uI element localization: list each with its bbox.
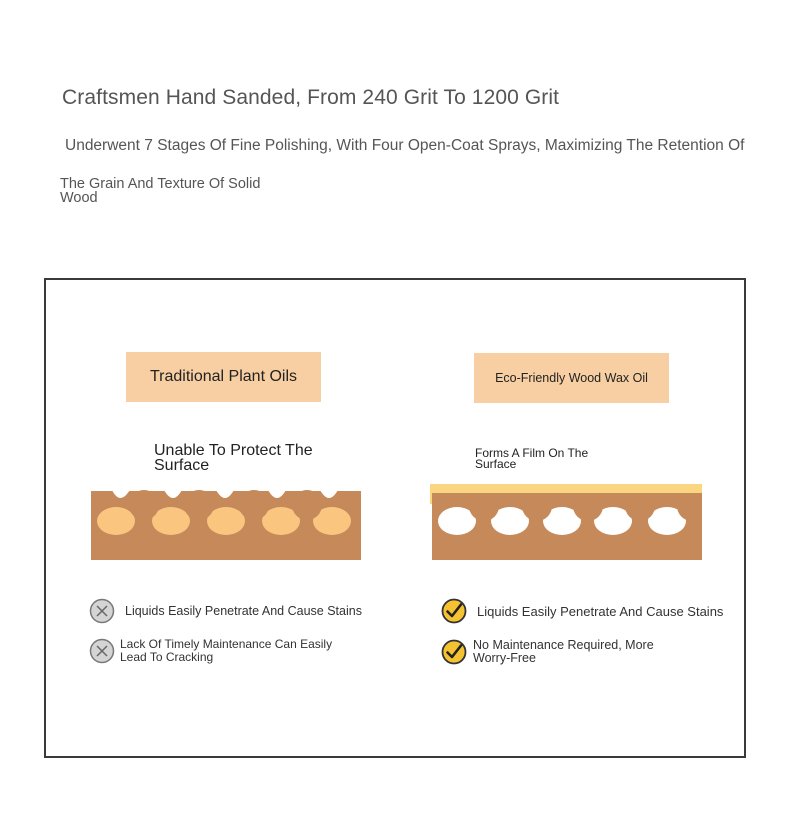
traditional-oil-label-text: Traditional Plant Oils bbox=[149, 368, 298, 385]
wood-wax-oil-label-text: Eco-Friendly Wood Wax Oil bbox=[495, 371, 648, 385]
traditional-oil-label bbox=[126, 352, 321, 402]
wax-oil-feature-2 bbox=[441, 639, 683, 665]
traditional-feature-2 bbox=[89, 638, 360, 664]
page-title: Craftsmen Hand Sanded, From 240 Grit To 1200 Grit bbox=[62, 86, 560, 109]
subtitle-line-2: The Grain And Texture Of Solid Wood bbox=[60, 176, 261, 206]
check-icon bbox=[441, 598, 467, 624]
check-icon bbox=[441, 639, 467, 665]
protective-film-illustration bbox=[430, 484, 702, 560]
traditional-oil-caption: Unable To Protect The Surface bbox=[154, 442, 313, 474]
oil-penetration-illustration bbox=[89, 488, 361, 560]
subtitle-line-1: Underwent 7 Stages Of Fine Polishing, With Four Open-Coat Sprays, Maximizing The Retention Of bbox=[65, 137, 745, 154]
cross-icon bbox=[89, 638, 115, 664]
traditional-feature-1-text: Liquids Easily Penetrate And Cause Stains bbox=[125, 603, 362, 618]
wax-oil-feature-1-text: Liquids Easily Penetrate And Cause Stains bbox=[477, 603, 724, 619]
wood-wax-oil-caption: Forms A Film On The Surface bbox=[475, 446, 589, 471]
wax-oil-feature-1 bbox=[441, 598, 723, 624]
cross-icon bbox=[89, 598, 115, 624]
traditional-feature-2-text: Lack Of Timely Maintenance Can Easily Lead To Cracking bbox=[120, 637, 333, 664]
traditional-feature-1 bbox=[89, 598, 362, 624]
wax-oil-feature-2-text: No Maintenance Required, More Worry-Free bbox=[473, 638, 654, 665]
wood-wax-oil-label bbox=[474, 353, 669, 403]
comparison-panel bbox=[44, 278, 746, 758]
